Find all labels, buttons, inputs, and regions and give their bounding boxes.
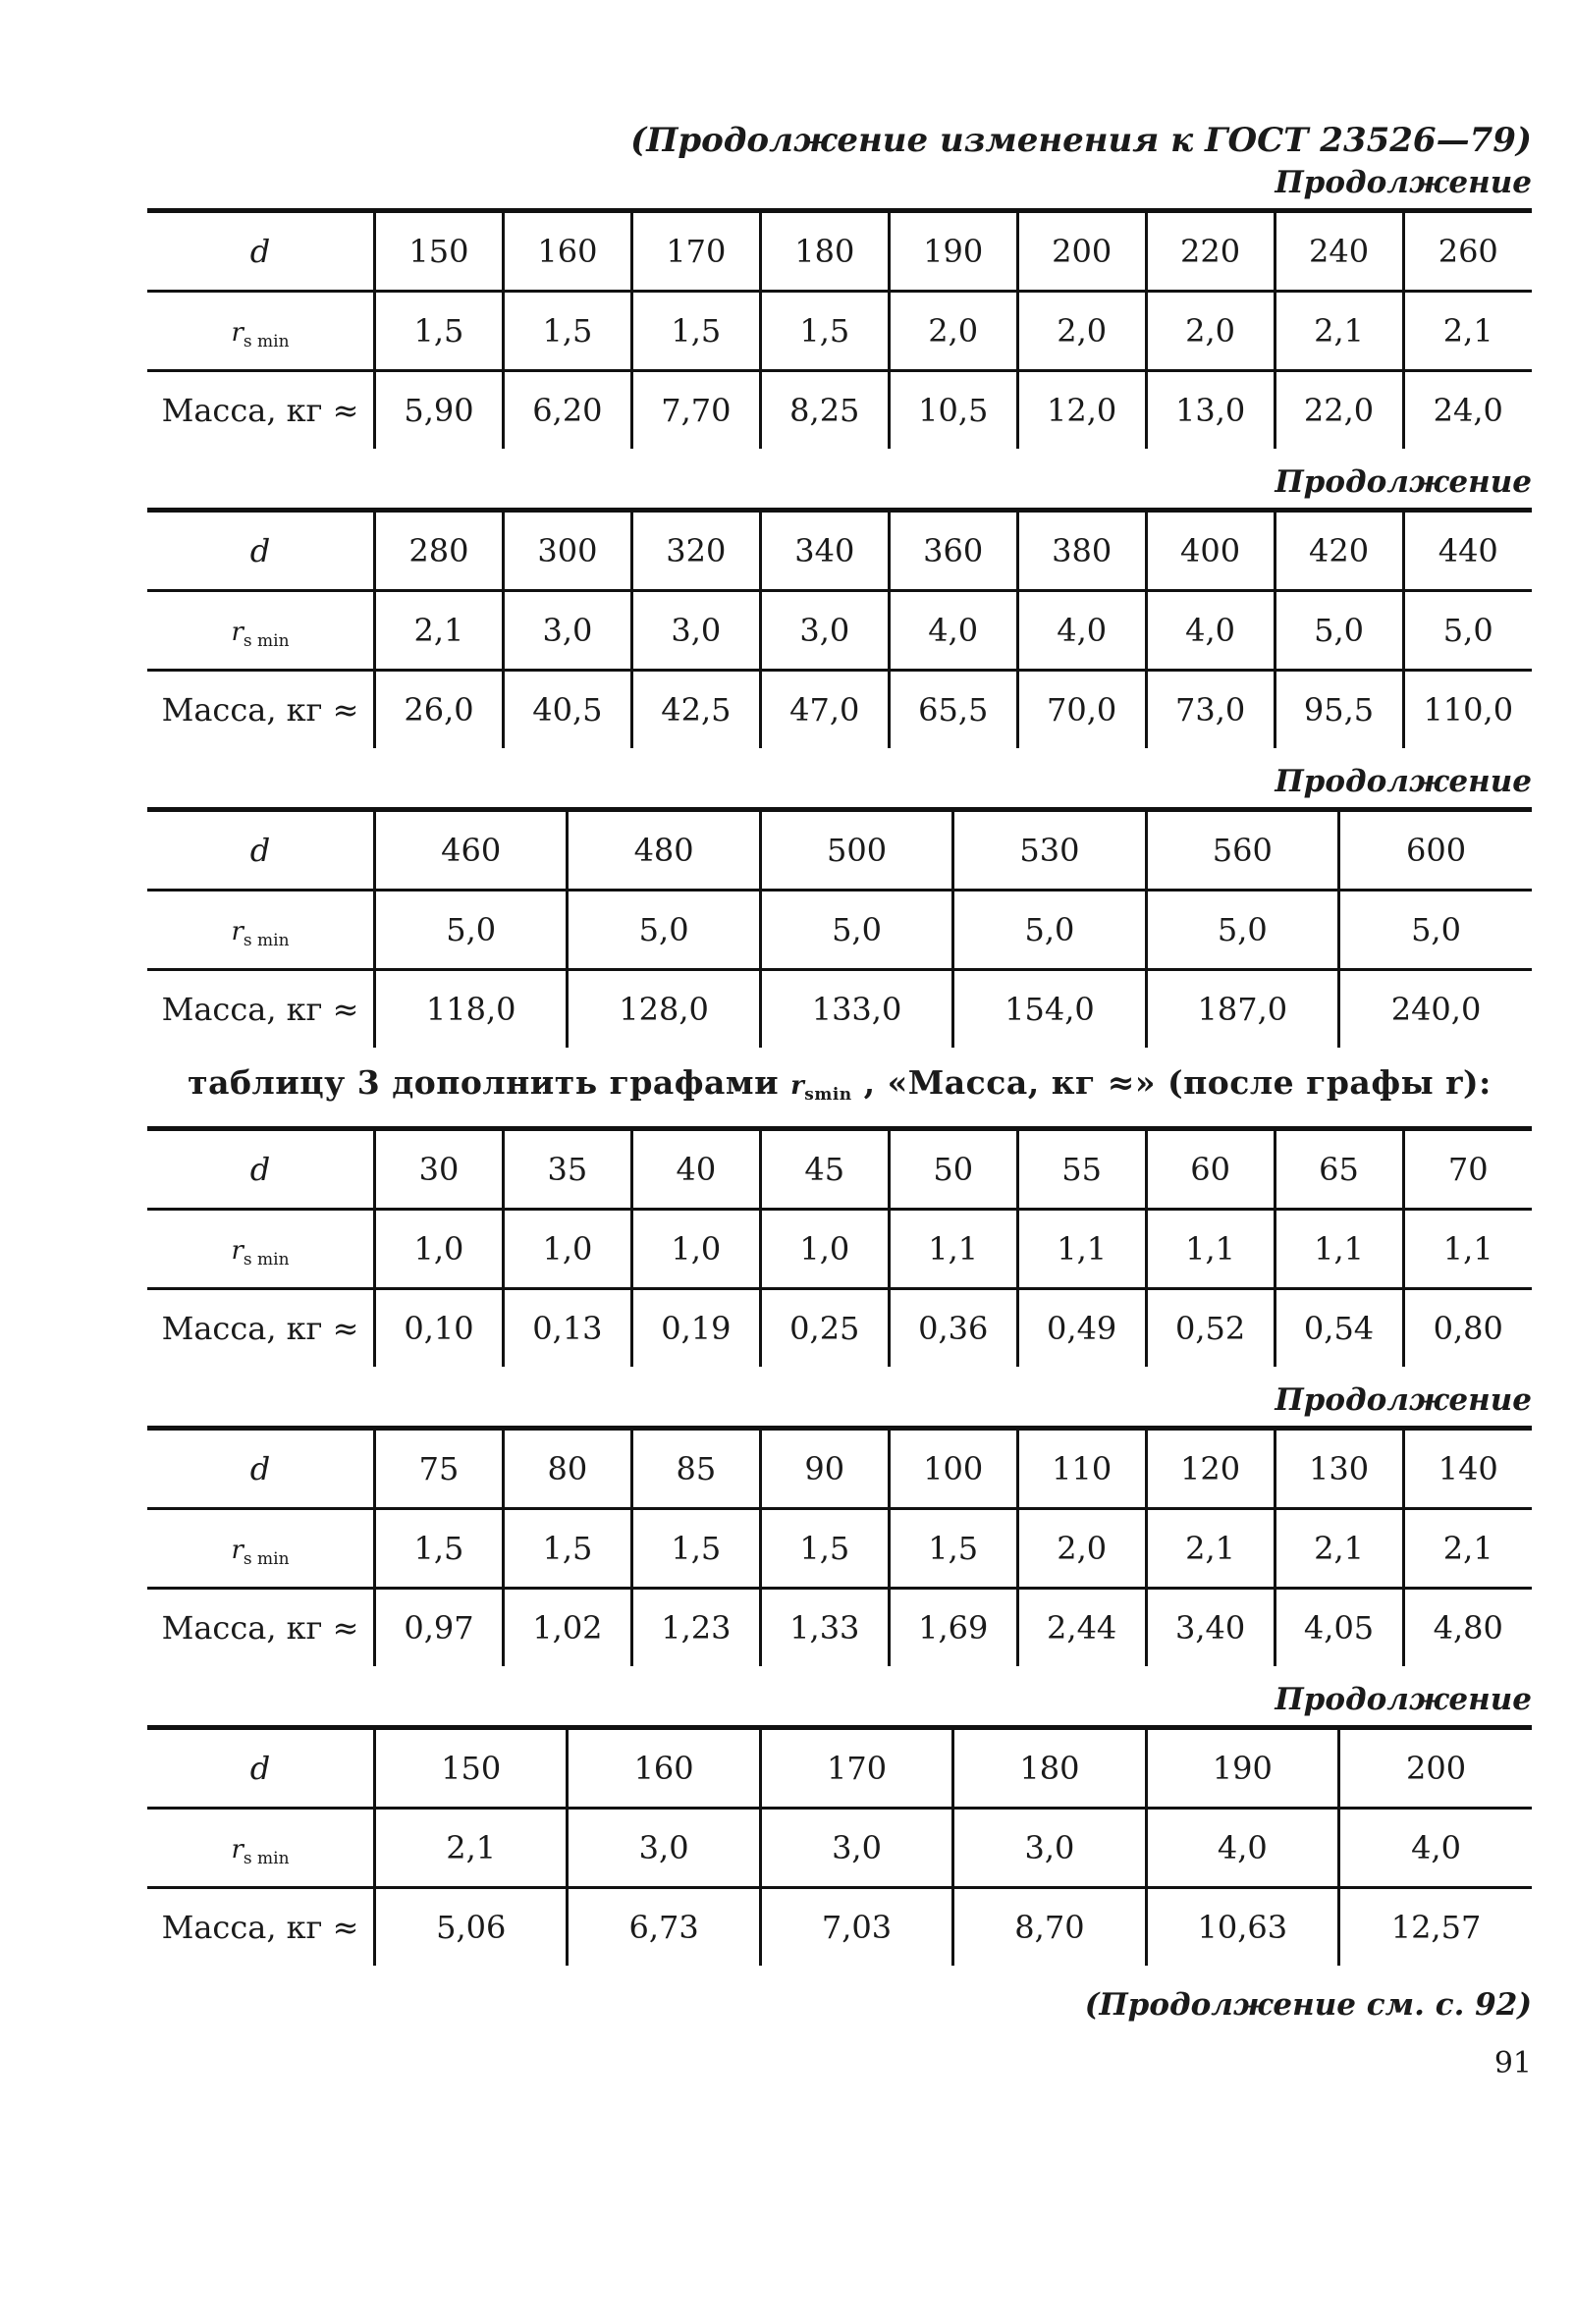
table-cell: 1,5 xyxy=(760,292,889,371)
table-cell: 2,44 xyxy=(1017,1589,1146,1667)
row-rs-min xyxy=(147,1809,1532,1888)
table-cell: 0,52 xyxy=(1146,1289,1275,1368)
table-cell: 320 xyxy=(631,511,760,591)
row-label-rs-min: $r_{s min}$ xyxy=(147,891,375,970)
row-mass xyxy=(147,671,1532,749)
table-cell: 30 xyxy=(375,1129,504,1210)
table-cell: 150 xyxy=(375,1728,568,1809)
table-cell: 47,0 xyxy=(760,671,889,749)
row-label-mass: Масса, кг ≈ xyxy=(161,1909,359,1946)
table-cell: 95,5 xyxy=(1275,671,1403,749)
table-cell: 0,80 xyxy=(1403,1289,1532,1368)
table-cell: 0,10 xyxy=(375,1289,504,1368)
row-rs-min xyxy=(147,891,1532,970)
table-cell: 40,5 xyxy=(503,671,631,749)
table-cell: 2,1 xyxy=(375,591,504,671)
table-cell: 1,1 xyxy=(1403,1210,1532,1289)
table-cell: 180 xyxy=(953,1728,1146,1809)
table-cell: 2,1 xyxy=(1275,292,1403,371)
table-cell: 35 xyxy=(503,1129,631,1210)
row-d xyxy=(147,1429,1532,1509)
document-header: (Продолжение изменения к ГОСТ 23526—79) xyxy=(630,121,1532,160)
table-cell: 1,0 xyxy=(760,1210,889,1289)
table-cell: 2,0 xyxy=(1017,292,1146,371)
row-label-d: d xyxy=(147,511,375,591)
table-cell: 1,69 xyxy=(889,1589,1017,1667)
table-cell: 280 xyxy=(375,511,504,591)
data-table xyxy=(147,508,1532,748)
table-cell: 3,0 xyxy=(631,591,760,671)
table-cell: 2,0 xyxy=(1146,292,1275,371)
table-cell: 170 xyxy=(760,1728,952,1809)
table-cell: 8,70 xyxy=(953,1888,1146,1967)
table-cell: 170 xyxy=(631,211,760,292)
row-label-rs-min: $r_{s min}$ xyxy=(147,292,375,371)
row-d xyxy=(147,810,1532,891)
table-cell: 300 xyxy=(503,511,631,591)
table-cell: 1,0 xyxy=(375,1210,504,1289)
table-cell: 50 xyxy=(889,1129,1017,1210)
table-cell: 187,0 xyxy=(1146,970,1338,1049)
table-cell: 45 xyxy=(760,1129,889,1210)
table-cell: 154,0 xyxy=(953,970,1146,1049)
table-cell: 3,0 xyxy=(568,1809,760,1888)
row-d xyxy=(147,511,1532,591)
table-cell: 460 xyxy=(375,810,568,891)
table-cell: 7,03 xyxy=(760,1888,952,1967)
table-cell: 90 xyxy=(760,1429,889,1509)
row-mass xyxy=(147,1888,1532,1967)
row-rs-min xyxy=(147,1509,1532,1589)
continuation-label: Продолжение xyxy=(1275,1682,1532,1717)
table-cell: 40 xyxy=(631,1129,760,1210)
table-cell: 4,0 xyxy=(889,591,1017,671)
table-cell: 400 xyxy=(1146,511,1275,591)
table-cell: 0,13 xyxy=(503,1289,631,1368)
row-mass xyxy=(147,1589,1532,1667)
table-cell: 10,63 xyxy=(1146,1888,1338,1967)
table-cell: 110 xyxy=(1017,1429,1146,1509)
table-cell: 1,5 xyxy=(889,1509,1017,1589)
table-cell: 420 xyxy=(1275,511,1403,591)
table-cell: 3,40 xyxy=(1146,1589,1275,1667)
table-cell: 240,0 xyxy=(1339,970,1532,1049)
table-cell: 12,57 xyxy=(1339,1888,1532,1967)
table-cell: 1,5 xyxy=(760,1509,889,1589)
table-cell: 7,70 xyxy=(631,371,760,450)
table-cell: 560 xyxy=(1146,810,1338,891)
table-cell: 5,0 xyxy=(1403,591,1532,671)
row-label-d: d xyxy=(147,1129,375,1210)
table-cell: 65 xyxy=(1275,1129,1403,1210)
table-cell: 70,0 xyxy=(1017,671,1146,749)
row-label-rs-min: $r_{s min}$ xyxy=(147,1809,375,1888)
table-cell: 340 xyxy=(760,511,889,591)
table-cell: 1,33 xyxy=(760,1589,889,1667)
table-cell: 0,25 xyxy=(760,1289,889,1368)
row-rs-min xyxy=(147,292,1532,371)
row-label-d: d xyxy=(147,1429,375,1509)
table-cell: 1,0 xyxy=(503,1210,631,1289)
table-cell: 0,19 xyxy=(631,1289,760,1368)
table-cell: 360 xyxy=(889,511,1017,591)
table-cell: 4,0 xyxy=(1017,591,1146,671)
row-label-mass: Масса, кг ≈ xyxy=(161,1310,359,1347)
table-cell: 5,0 xyxy=(375,891,568,970)
row-label-d: d xyxy=(147,1728,375,1809)
table-cell: 2,1 xyxy=(1403,1509,1532,1589)
table-cell: 5,0 xyxy=(1339,891,1532,970)
table-cell: 22,0 xyxy=(1275,371,1403,450)
data-table xyxy=(147,1725,1532,1966)
table-cell: 500 xyxy=(760,810,952,891)
table-cell: 4,0 xyxy=(1146,591,1275,671)
table-cell: 240 xyxy=(1275,211,1403,292)
table-cell: 1,1 xyxy=(1275,1210,1403,1289)
table-cell: 600 xyxy=(1339,810,1532,891)
table-cell: 0,36 xyxy=(889,1289,1017,1368)
table-cell: 118,0 xyxy=(375,970,568,1049)
table-cell: 1,5 xyxy=(503,292,631,371)
table-cell: 4,0 xyxy=(1146,1809,1338,1888)
row-label-rs-min: $r_{s min}$ xyxy=(147,591,375,671)
table-cell: 160 xyxy=(503,211,631,292)
row-label-rs-min: $r_{s min}$ xyxy=(147,1210,375,1289)
table-cell: 24,0 xyxy=(1403,371,1532,450)
table-cell: 2,1 xyxy=(375,1809,568,1888)
table-cell: 5,0 xyxy=(568,891,760,970)
data-table xyxy=(147,1426,1532,1666)
table-cell: 150 xyxy=(375,211,504,292)
continuation-label: Продолжение xyxy=(1275,764,1532,799)
table-cell: 260 xyxy=(1403,211,1532,292)
row-label-mass: Масса, кг ≈ xyxy=(161,1609,359,1647)
row-label-d: d xyxy=(147,810,375,891)
table-cell: 26,0 xyxy=(375,671,504,749)
table-cell: 1,5 xyxy=(375,1509,504,1589)
table-cell: 200 xyxy=(1339,1728,1532,1809)
table-cell: 200 xyxy=(1017,211,1146,292)
data-table xyxy=(147,1126,1532,1367)
table-cell: 4,80 xyxy=(1403,1589,1532,1667)
table-cell: 1,5 xyxy=(631,292,760,371)
table-cell: 3,0 xyxy=(760,591,889,671)
table-cell: 140 xyxy=(1403,1429,1532,1509)
table-cell: 128,0 xyxy=(568,970,760,1049)
table-cell: 13,0 xyxy=(1146,371,1275,450)
row-d xyxy=(147,211,1532,292)
table-cell: 4,0 xyxy=(1339,1809,1532,1888)
table-cell: 110,0 xyxy=(1403,671,1532,749)
table-cell: 5,90 xyxy=(375,371,504,450)
data-table xyxy=(147,208,1532,449)
row-label-mass: Масса, кг ≈ xyxy=(161,392,359,429)
table-cell: 10,5 xyxy=(889,371,1017,450)
table-cell: 5,0 xyxy=(1146,891,1338,970)
table-cell: 5,0 xyxy=(953,891,1146,970)
table-cell: 1,5 xyxy=(375,292,504,371)
table-cell: 3,0 xyxy=(503,591,631,671)
table-cell: 4,05 xyxy=(1275,1589,1403,1667)
table-cell: 73,0 xyxy=(1146,671,1275,749)
table-cell: 133,0 xyxy=(760,970,952,1049)
table-cell: 190 xyxy=(1146,1728,1338,1809)
row-mass xyxy=(147,970,1532,1049)
table-cell: 180 xyxy=(760,211,889,292)
data-table xyxy=(147,807,1532,1048)
table-cell: 2,1 xyxy=(1403,292,1532,371)
row-label-rs-min: $r_{s min}$ xyxy=(147,1509,375,1589)
table-cell: 70 xyxy=(1403,1129,1532,1210)
table-cell: 0,49 xyxy=(1017,1289,1146,1368)
table-cell: 120 xyxy=(1146,1429,1275,1509)
continuation-label: Продолжение xyxy=(1275,464,1532,500)
row-d xyxy=(147,1129,1532,1210)
table-cell: 5,06 xyxy=(375,1888,568,1967)
continuation-label: Продолжение xyxy=(1275,1382,1532,1418)
footer-continuation: (Продолжение см. с. 92) xyxy=(1084,1987,1532,2023)
table-cell: 55 xyxy=(1017,1129,1146,1210)
table-cell: 3,0 xyxy=(760,1809,952,1888)
table-cell: 2,0 xyxy=(889,292,1017,371)
row-mass xyxy=(147,371,1532,450)
table-cell: 65,5 xyxy=(889,671,1017,749)
table-cell: 2,0 xyxy=(1017,1509,1146,1589)
table-cell: 160 xyxy=(568,1728,760,1809)
page-number: 91 xyxy=(1493,2046,1532,2081)
table-cell: 480 xyxy=(568,810,760,891)
row-label-d: d xyxy=(147,211,375,292)
table-cell: 1,0 xyxy=(631,1210,760,1289)
table-cell: 42,5 xyxy=(631,671,760,749)
note-rs-symbol: $r_{smin}$ xyxy=(790,1071,852,1105)
table-cell: 220 xyxy=(1146,211,1275,292)
table-cell: 1,5 xyxy=(503,1509,631,1589)
table-cell: 380 xyxy=(1017,511,1146,591)
row-mass xyxy=(147,1289,1532,1368)
table-cell: 60 xyxy=(1146,1129,1275,1210)
row-rs-min xyxy=(147,1210,1532,1289)
table-cell: 100 xyxy=(889,1429,1017,1509)
table-cell: 75 xyxy=(375,1429,504,1509)
table-cell: 530 xyxy=(953,810,1146,891)
table-cell: 1,5 xyxy=(631,1509,760,1589)
table-cell: 190 xyxy=(889,211,1017,292)
table-cell: 440 xyxy=(1403,511,1532,591)
table-cell: 1,02 xyxy=(503,1589,631,1667)
row-label-mass: Масса, кг ≈ xyxy=(161,691,359,729)
continuation-label: Продолжение xyxy=(1275,165,1532,200)
document-page xyxy=(147,118,1532,2081)
table-cell: 85 xyxy=(631,1429,760,1509)
table-cell: 1,1 xyxy=(889,1210,1017,1289)
table-cell: 0,97 xyxy=(375,1589,504,1667)
table-cell: 2,1 xyxy=(1146,1509,1275,1589)
row-d xyxy=(147,1728,1532,1809)
table-cell: 2,1 xyxy=(1275,1509,1403,1589)
table-cell: 1,1 xyxy=(1146,1210,1275,1289)
table-cell: 8,25 xyxy=(760,371,889,450)
table-cell: 1,23 xyxy=(631,1589,760,1667)
table-cell: 80 xyxy=(503,1429,631,1509)
table-cell: 6,20 xyxy=(503,371,631,450)
row-label-mass: Масса, кг ≈ xyxy=(161,991,359,1028)
table-cell: 0,54 xyxy=(1275,1289,1403,1368)
table-cell: 12,0 xyxy=(1017,371,1146,450)
table-cell: 5,0 xyxy=(1275,591,1403,671)
table-cell: 130 xyxy=(1275,1429,1403,1509)
table-cell: 5,0 xyxy=(760,891,952,970)
table-3-note: таблицу 3 дополнить графами $r_{smin}$ , «Масса, кг ≈» (после графы r): xyxy=(188,1063,1492,1105)
table-cell: 6,73 xyxy=(568,1888,760,1967)
table-cell: 3,0 xyxy=(953,1809,1146,1888)
row-rs-min xyxy=(147,591,1532,671)
table-cell: 1,1 xyxy=(1017,1210,1146,1289)
